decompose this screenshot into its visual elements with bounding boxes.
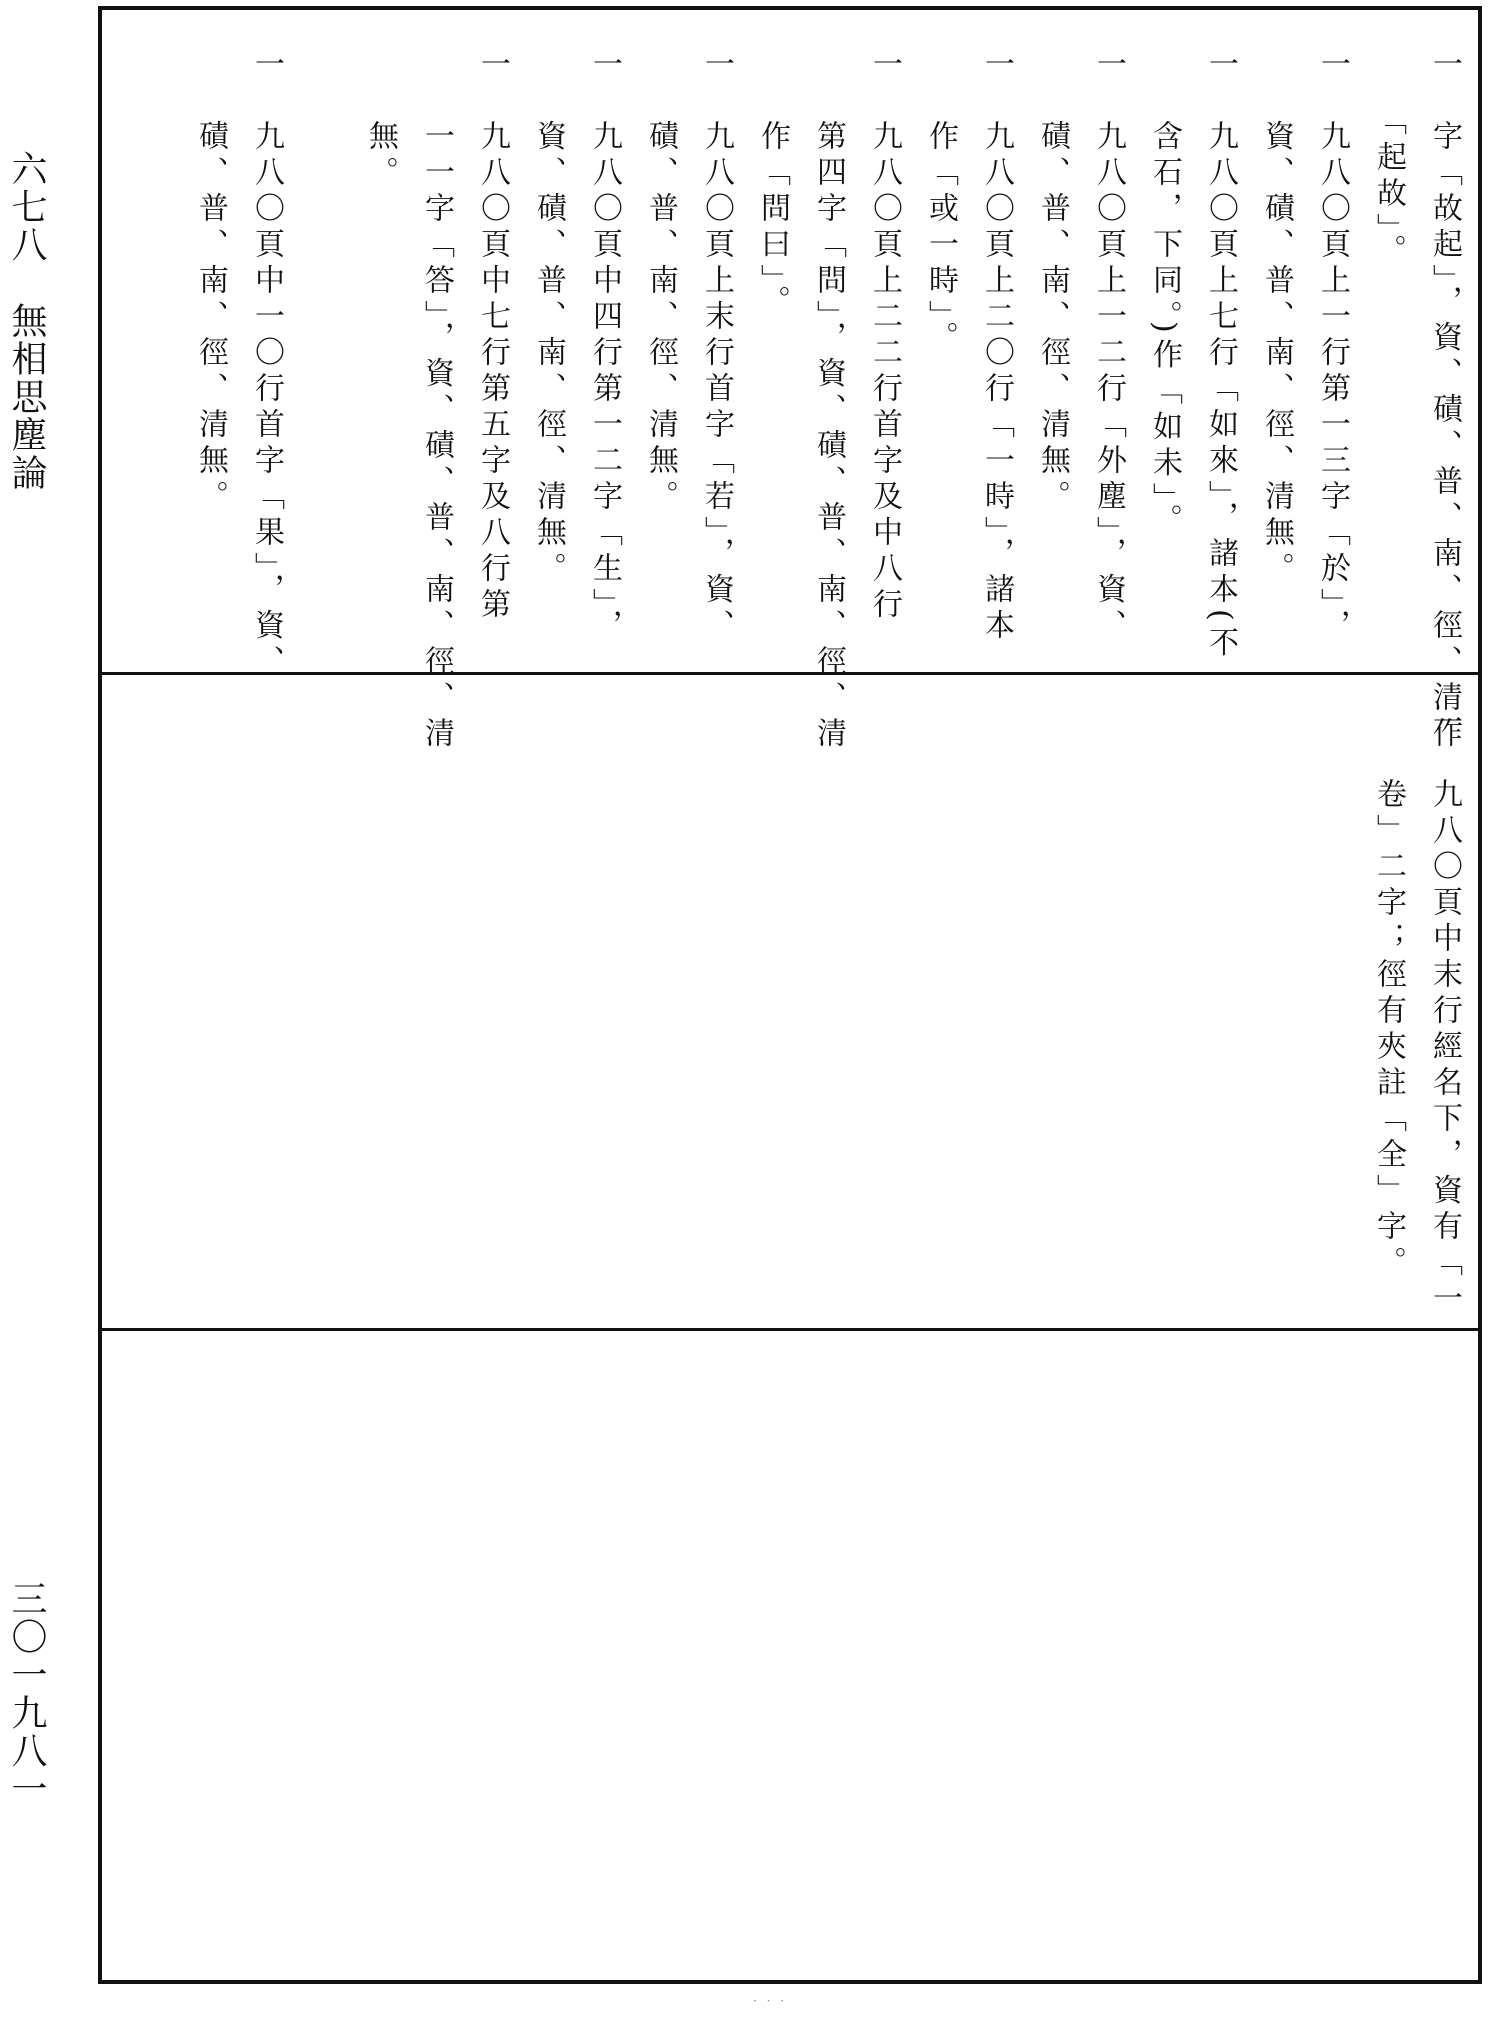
- note-line: 一 九八〇頁上一二行「外塵」，資、: [1091, 48, 1126, 645]
- note-line: 一一字「答」，資、磧、普、南、徑、清: [419, 48, 454, 753]
- volume-title: 六七八 無相思塵論: [6, 150, 47, 492]
- note-line: 一 九八〇頁上二二行首字及中八行: [867, 48, 902, 624]
- note-line: 資、磧、普、南、徑、清無。: [531, 48, 566, 588]
- note-line: 無。: [363, 48, 398, 192]
- register-divider-lower: [98, 1328, 1482, 1331]
- note-line: 一 九八〇頁上末行首字「若」，資、: [699, 48, 734, 645]
- note-line: 一 字「故起」，資、磧、普、南、徑、清作: [1427, 48, 1462, 753]
- register-divider-upper: [98, 672, 1482, 675]
- note-line: 一 九八〇頁中末行經名下，資有「一: [1427, 706, 1462, 1318]
- note-line: 資、磧、普、南、徑、清無。: [1259, 48, 1294, 588]
- note-line: 磧、普、南、徑、清無。: [1035, 48, 1070, 516]
- note-line: 第四字「問」，資、磧、普、南、徑、清: [811, 48, 846, 753]
- note-line: 一 九八〇頁中七行第五字及八行第: [475, 48, 510, 624]
- note-line: 一 九八〇頁上二〇行「一時」，諸本: [979, 48, 1014, 645]
- note-line: 磧、普、南、徑、清無。: [193, 48, 228, 516]
- note-line: 「起故」。: [1371, 48, 1406, 270]
- note-line: 卷」二字；徑有夾註「全」字。: [1371, 706, 1406, 1282]
- note-line: 作「問曰」。: [755, 48, 790, 321]
- note-line: 含石，下同。)作「如未」。: [1147, 48, 1182, 540]
- note-line: 一 九八〇頁上七行「如來」，諸本(不: [1203, 48, 1238, 663]
- note-line: 一 九八〇頁中四行第一二字「生」，: [587, 48, 622, 645]
- page-number: 三〇一九八一: [6, 1580, 47, 1808]
- note-line: 作「或一時」。: [923, 48, 958, 357]
- note-line: 一 九八〇頁中一〇行首字「果」，資、: [249, 48, 284, 681]
- bottom-mark: · · ·: [752, 1994, 788, 2008]
- note-line: 磧、普、南、徑、清無。: [643, 48, 678, 516]
- note-line: 一 九八〇頁上一行第一三字「於」，: [1315, 48, 1350, 645]
